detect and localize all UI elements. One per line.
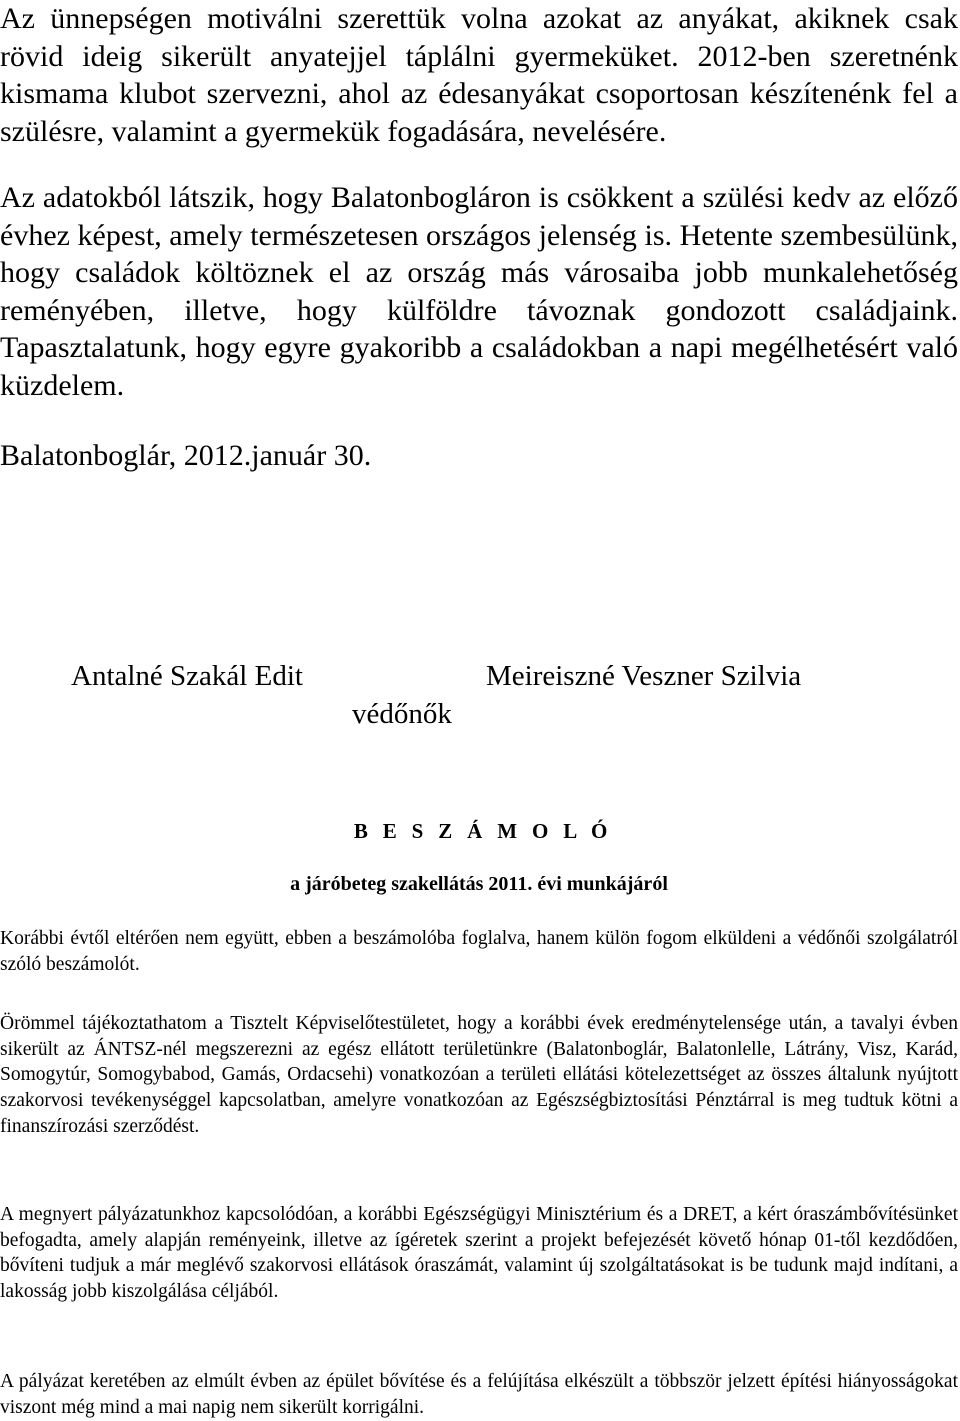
signer-name-right: Meireiszné Veszner Szilvia — [486, 660, 802, 692]
report-paragraph-building: A pályázat keretében az elmúlt évben az épület bővítése és a felújítása elkészült a többször jelzett építési hiányosságokat viszont még mind a mai napig nem sikerült korrigálni. — [0, 1371, 958, 1418]
report-paragraph-antsz: Örömmel tájékoztathatom a Tisztelt Képviselőtestületet, hogy a korábbi évek eredménytelensége után, a tavalyi évben sikerült az ÁNTSZ-nél megszerezni az egész ellátott területünkre (Balatonboglár, Balatonlelle, Látrány, Visz, Karád, Somogytúr, Somogybabod, Gamás, Ordacsehi) vonatkozóan a területi ellátási kötelezettséget az összes általunk nyújtott szakorvosi tevékenységgel kapcsolatban, amelyre vonatkozóan az Egészségbiztosítási Pénztárral is meg tudtuk kötni a finanszírozási szerződést. — [0, 1013, 958, 1137]
letter-paragraph-motivation: Az ünnepségen motiválni szerettük volna azokat az anyákat, akiknek csak rövid ideig sikerült anyatejjel táplálni gyermeküket. 2012-ben szeretnénk kismama klubot szervezni, ahol az édesanyákat csoportosan készítenénk fel a szülésre, valamint a gyermekük fogadására, nevelésére. — [0, 2, 958, 148]
letter-place-date: Balatonboglár, 2012.január 30. — [0, 439, 372, 472]
signer-name-left: Antalné Szakál Edit — [71, 660, 303, 692]
letter-paragraph-birth-rate: Az adatokból látszik, hogy Balatonbogláron is csökkent a szülési kedv az előző évhez képest, amely természetesen országos jelenség is. Hetente szembesülünk, hogy családok költöznek el az ország más városaiba jobb munkalehetőség reményében, illetve, hogy külföldre távoznak gondozott családjaink. Tapasztalatunk, hogy egyre gyakoribb a családokban a napi megélhetésért való küzdelem. — [0, 181, 958, 402]
report-paragraph-grant: A megnyert pályázatunkhoz kapcsolódóan, a korábbi Egészségügyi Minisztérium és a DRET, a kért óraszámbővítésünket befogadta, amely alapján reményeink, illetve az ígéretek szerint a projekt befejezését követő hónap 01-től kezdődően, bővíteni tudjuk a már meglévő szakorvosi ellátások óraszámát, valamint új szolgáltatásokat is be tudunk majd indítani, a lakosság jobb kiszolgálása céljából. — [0, 1204, 958, 1303]
report-title: B E S Z Á M O L Ó — [353, 819, 613, 843]
report-paragraph-separate-report: Korábbi évtől eltérően nem együtt, ebben a beszámolóba foglalva, hanem külön fogom elküldeni a védőnői szolgálatról szóló beszámolót. — [0, 928, 958, 975]
report-subtitle: a járóbeteg szakellátás 2011. évi munkájáról — [290, 873, 668, 895]
signer-role: védőnők — [352, 698, 452, 730]
